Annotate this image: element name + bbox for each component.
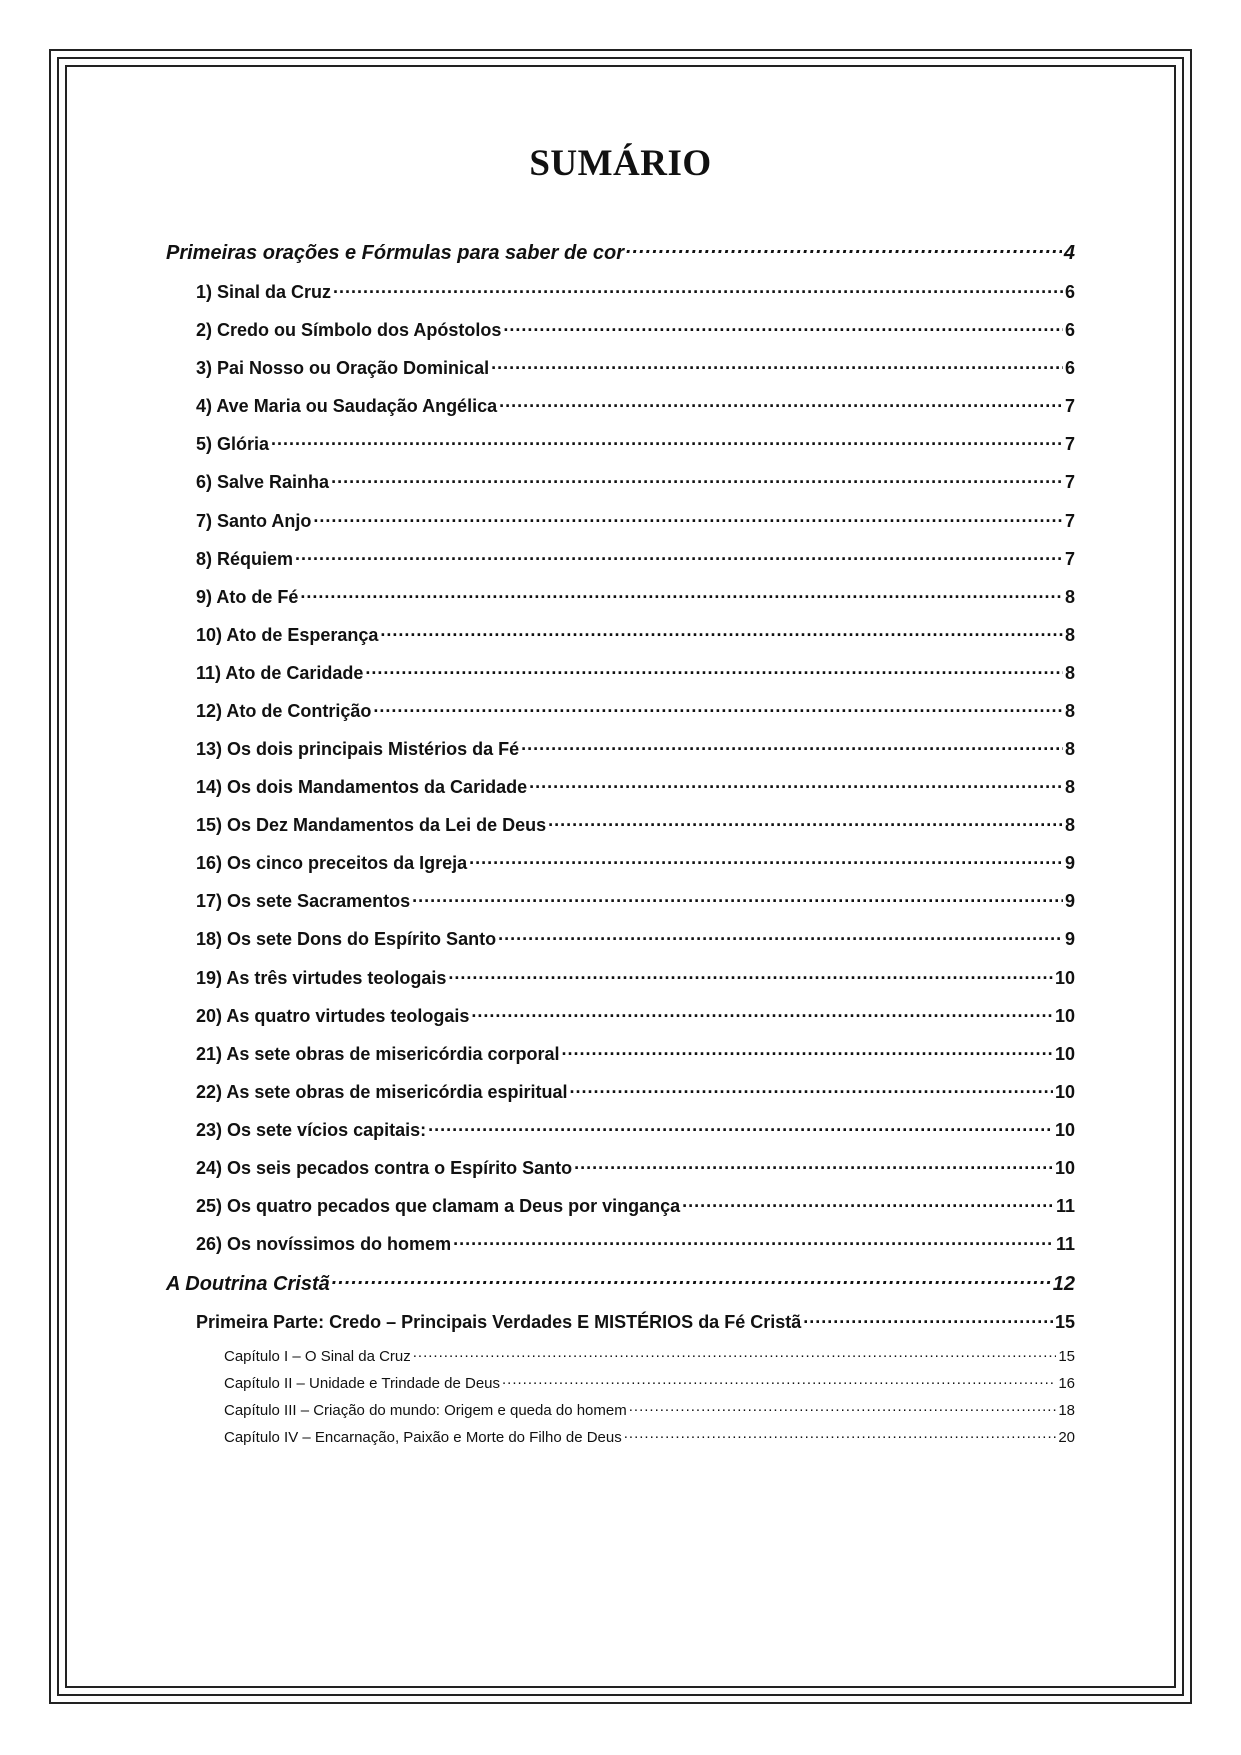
toc-entry[interactable] — [196, 927, 1075, 950]
toc-entry[interactable] — [224, 1400, 1075, 1419]
toc-entry-label: 3) Pai Nosso ou Oração Dominical — [196, 358, 490, 378]
toc-dot-leader — [502, 1373, 1056, 1388]
toc-entry[interactable] — [224, 1373, 1075, 1392]
toc-entry-label: 15) Os Dez Mandamentos da Lei de Deus — [196, 815, 547, 835]
toc-dot-leader — [333, 280, 1063, 298]
toc-dot-leader — [413, 1346, 1057, 1361]
toc-entry-page-number: 8 — [1064, 777, 1075, 797]
toc-entry-page-number: 10 — [1054, 1082, 1075, 1102]
toc-entry[interactable] — [196, 432, 1075, 455]
toc-entry[interactable] — [196, 1080, 1075, 1103]
toc-entry-page-number: 20 — [1058, 1429, 1075, 1446]
toc-entry-page-number: 18 — [1058, 1402, 1075, 1419]
toc-entry-page-number: 10 — [1054, 1120, 1075, 1140]
toc-entry-page-number: 12 — [1052, 1273, 1075, 1295]
toc-entry[interactable] — [196, 813, 1075, 836]
toc-entry[interactable] — [196, 1156, 1075, 1179]
toc-entry[interactable] — [166, 239, 1075, 265]
toc-entry-page-number: 8 — [1064, 587, 1075, 607]
toc-entry-page-number: 6 — [1064, 282, 1075, 302]
toc-dot-leader — [453, 1232, 1054, 1250]
toc-dot-leader — [365, 661, 1063, 679]
toc-dot-leader — [682, 1194, 1054, 1212]
toc-dot-leader — [448, 966, 1053, 984]
toc-entry-page-number: 9 — [1064, 929, 1075, 949]
toc-dot-leader — [498, 927, 1063, 945]
toc-entry[interactable] — [196, 1118, 1075, 1141]
toc-entry-page-number: 15 — [1058, 1348, 1075, 1365]
toc-entry[interactable] — [196, 470, 1075, 493]
toc-entry-label: 17) Os sete Sacramentos — [196, 891, 411, 911]
toc-dot-leader — [471, 1004, 1053, 1022]
toc-entry[interactable] — [196, 623, 1075, 646]
toc-entry[interactable] — [196, 1232, 1075, 1255]
toc-entry-label: 9) Ato de Fé — [196, 587, 299, 607]
toc-entry-label: 25) Os quatro pecados que clamam a Deus por vingança — [196, 1196, 681, 1216]
toc-entry-label: Capítulo I – O Sinal da Cruz — [224, 1348, 411, 1365]
toc-dot-leader — [570, 1080, 1053, 1098]
toc-entry-label: 22) As sete obras de misericórdia espiritual — [196, 1082, 568, 1102]
toc-entry[interactable] — [196, 280, 1075, 303]
toc-entry-label: 20) As quatro virtudes teologais — [196, 1006, 470, 1026]
toc-dot-leader — [332, 1270, 1051, 1290]
toc-entry-page-number: 6 — [1064, 320, 1075, 340]
toc-entry[interactable] — [196, 356, 1075, 379]
toc-dot-leader — [373, 699, 1063, 717]
toc-dot-leader — [300, 585, 1063, 603]
toc-entry-label: 4) Ave Maria ou Saudação Angélica — [196, 396, 498, 416]
toc-entry-label: Capítulo II – Unidade e Trindade de Deus — [224, 1375, 501, 1392]
toc-dot-leader — [331, 470, 1063, 488]
toc-entry-page-number: 9 — [1064, 891, 1075, 911]
toc-entry-label: Capítulo IV – Encarnação, Paixão e Morte do Filho de Deus — [224, 1429, 622, 1446]
toc-entry-label: 5) Glória — [196, 434, 270, 454]
toc-entry-page-number: 8 — [1064, 815, 1075, 835]
toc-entry[interactable] — [196, 394, 1075, 417]
toc-entry[interactable] — [196, 1310, 1075, 1333]
toc-entry-label: 21) As sete obras de misericórdia corporal — [196, 1044, 560, 1064]
toc-dot-leader — [626, 239, 1062, 259]
toc-entry[interactable] — [196, 737, 1075, 760]
toc-entry-label: Primeiras orações e Fórmulas para saber de cor — [166, 242, 624, 264]
toc-dot-leader — [412, 889, 1063, 907]
toc-entry-page-number: 7 — [1064, 549, 1075, 569]
toc-entry-page-number: 7 — [1064, 434, 1075, 454]
toc-entry[interactable] — [196, 699, 1075, 722]
toc-entry-page-number: 4 — [1063, 242, 1075, 264]
toc-entry-page-number: 10 — [1054, 1158, 1075, 1178]
toc-dot-leader — [428, 1118, 1053, 1136]
toc-dot-leader — [313, 509, 1063, 527]
toc-entry[interactable] — [196, 509, 1075, 532]
toc-entry[interactable] — [196, 1004, 1075, 1027]
toc-entry-page-number: 15 — [1054, 1312, 1075, 1332]
toc-entry-label: 10) Ato de Esperança — [196, 625, 379, 645]
toc-entry-page-number: 7 — [1064, 472, 1075, 492]
toc-dot-leader — [624, 1427, 1057, 1442]
toc-dot-leader — [521, 737, 1063, 755]
toc-dot-leader — [574, 1156, 1053, 1174]
toc-entry-label: 1) Sinal da Cruz — [196, 282, 332, 302]
toc-dot-leader — [499, 394, 1063, 412]
toc-entry-label: 12) Ato de Contrição — [196, 701, 372, 721]
toc-dot-leader — [271, 432, 1063, 450]
toc-entry-label: 14) Os dois Mandamentos da Caridade — [196, 777, 528, 797]
toc-entry-label: 7) Santo Anjo — [196, 511, 312, 531]
toc-entry-page-number: 9 — [1064, 853, 1075, 873]
toc-entry[interactable] — [196, 851, 1075, 874]
toc-entry[interactable] — [224, 1346, 1075, 1365]
toc-entry-page-number: 8 — [1064, 625, 1075, 645]
toc-dot-leader — [469, 851, 1063, 869]
toc-entry-page-number: 6 — [1064, 358, 1075, 378]
toc-dot-leader — [491, 356, 1063, 374]
toc-entry-label: 2) Credo ou Símbolo dos Apóstolos — [196, 320, 502, 340]
toc-entry-label: A Doutrina Cristã — [166, 1273, 330, 1295]
toc-dot-leader — [503, 318, 1063, 336]
toc-entry[interactable] — [196, 661, 1075, 684]
toc-entry-page-number: 11 — [1055, 1234, 1075, 1254]
toc-entry-page-number: 11 — [1055, 1196, 1075, 1216]
toc-dot-leader — [529, 775, 1063, 793]
toc-dot-leader — [629, 1400, 1057, 1415]
toc-entry-label: 18) Os sete Dons do Espírito Santo — [196, 929, 497, 949]
toc-entry[interactable] — [196, 1194, 1075, 1217]
toc-dot-leader — [548, 813, 1063, 831]
toc-entry-label: Capítulo III – Criação do mundo: Origem e queda do homem — [224, 1402, 627, 1419]
toc-entry-label: 6) Salve Rainha — [196, 472, 330, 492]
toc-entry-label: 11) Ato de Caridade — [196, 663, 364, 683]
toc-entry-label: 13) Os dois principais Mistérios da Fé — [196, 739, 520, 759]
toc-dot-leader — [380, 623, 1063, 641]
toc-entry[interactable] — [196, 966, 1075, 989]
toc-entry-label: 16) Os cinco preceitos da Igreja — [196, 853, 468, 873]
toc-entry-page-number: 8 — [1064, 663, 1075, 683]
toc-dot-leader — [295, 547, 1063, 565]
toc-entry-label: 8) Réquiem — [196, 549, 294, 569]
toc-entry-page-number: 7 — [1064, 511, 1075, 531]
toc-entry-label: 23) Os sete vícios capitais: — [196, 1120, 427, 1140]
toc-entry-page-number: 10 — [1054, 1006, 1075, 1026]
toc-entry-page-number: 16 — [1058, 1375, 1075, 1392]
toc-dot-leader — [561, 1042, 1052, 1060]
toc-entry[interactable] — [196, 318, 1075, 341]
toc-entry-page-number: 7 — [1064, 396, 1075, 416]
toc-entry[interactable] — [196, 585, 1075, 608]
toc-entry-label: Primeira Parte: Credo – Principais Verdades E MISTÉRIOS da Fé Cristã — [196, 1312, 802, 1332]
page-title: SUMÁRIO — [529, 143, 712, 184]
toc-dot-leader — [803, 1310, 1053, 1328]
toc-entry-label: 24) Os seis pecados contra o Espírito Santo — [196, 1158, 573, 1178]
toc-entry-label: 26) Os novíssimos do homem — [196, 1234, 452, 1254]
toc-entry[interactable] — [166, 1270, 1075, 1296]
toc-entry[interactable] — [196, 547, 1075, 570]
toc-entry[interactable] — [196, 775, 1075, 798]
toc-entry-page-number: 8 — [1064, 701, 1075, 721]
toc-entry-page-number: 8 — [1064, 739, 1075, 759]
toc-entry-page-number: 10 — [1054, 1044, 1075, 1064]
toc-entry[interactable] — [196, 1042, 1075, 1065]
toc-entry[interactable] — [196, 889, 1075, 912]
toc-entry-label: 19) As três virtudes teologais — [196, 968, 447, 988]
toc-entry[interactable] — [224, 1427, 1075, 1446]
toc-entry-page-number: 10 — [1054, 968, 1075, 988]
